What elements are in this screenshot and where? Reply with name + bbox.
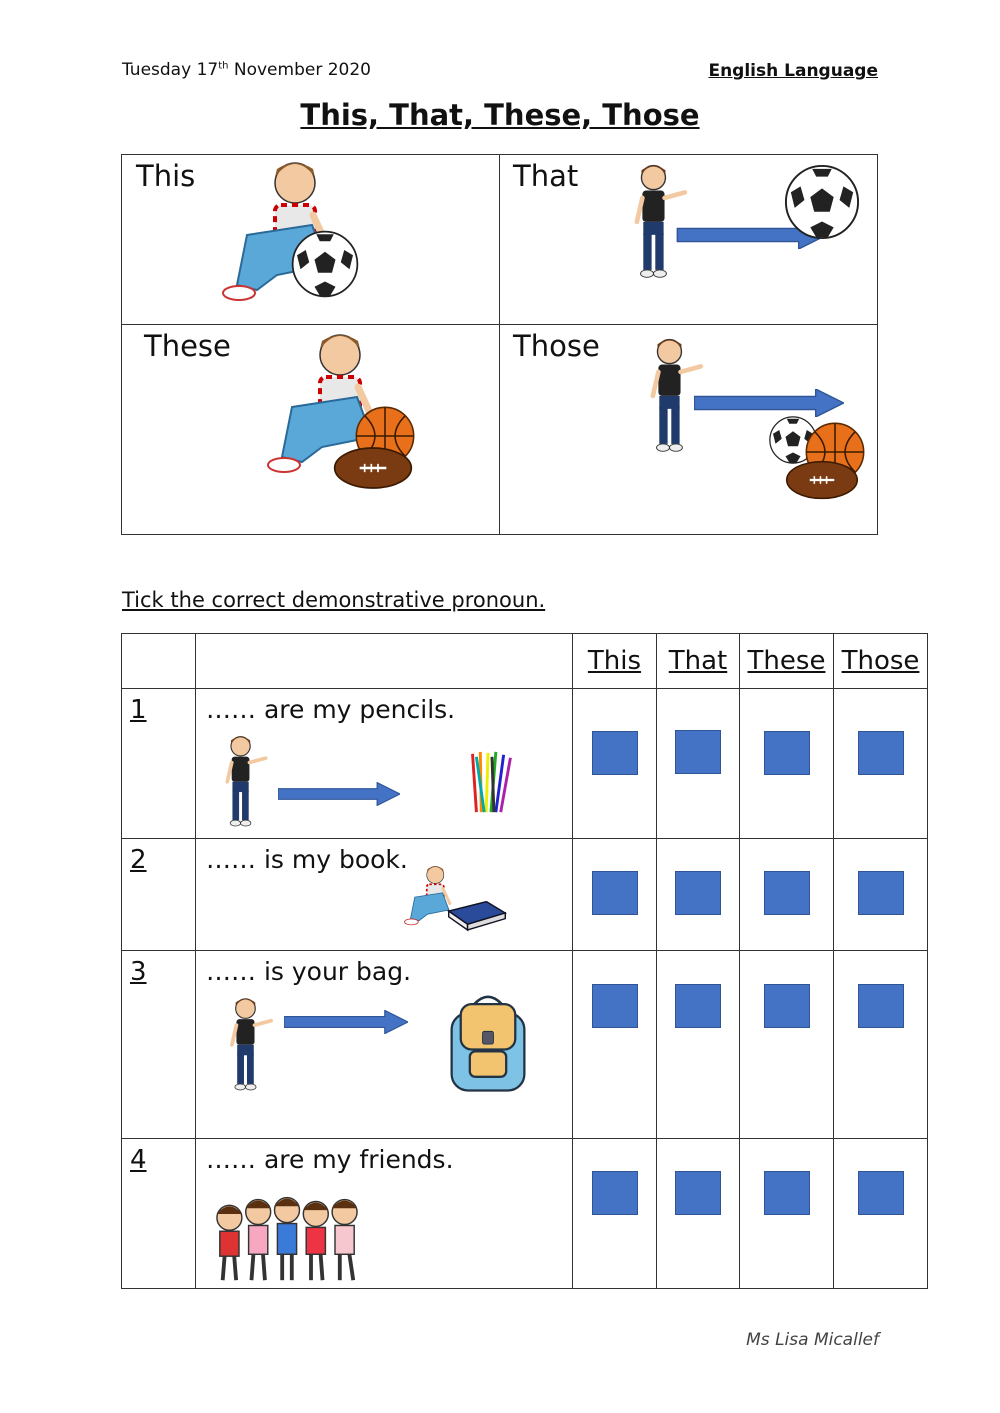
tickbox-this[interactable] [592,871,638,915]
subject-label: English Language [708,61,878,81]
table-row [122,1139,928,1289]
american-football-icon [780,457,864,503]
sentence-cell [196,951,573,1139]
table-row [122,689,928,839]
pencils-icon [466,749,516,817]
row-number: 2 [122,839,196,951]
example-those [500,325,877,534]
tickbox-that[interactable] [675,730,721,774]
exercise-table [121,633,928,1289]
tickbox-those[interactable] [858,871,904,915]
tickbox-those[interactable] [858,731,904,775]
sentence-cell [196,689,573,839]
date: Tuesday 17th November 2020 [122,60,371,80]
header-row [122,634,928,689]
table-row [122,951,928,1139]
boy-pointing-icon [224,995,276,1093]
example-label: That [513,159,579,193]
page-title: This, That, These, Those [300,98,700,132]
sentence: …… is my book. [206,845,408,874]
tick-cell-this [573,839,657,951]
tick-cell-these [740,951,834,1139]
tick-cell-this [573,1139,657,1289]
tickbox-these[interactable] [764,1171,810,1215]
row-number: 3 [122,951,196,1139]
arrow-icon [694,389,844,417]
row-number: 1 [122,689,196,839]
tick-cell-these [740,839,834,951]
tickbox-those[interactable] [858,1171,904,1215]
tickbox-these[interactable] [764,731,810,775]
tick-cell-that [657,689,740,839]
tickbox-that[interactable] [675,871,721,915]
soccer-ball-icon [290,229,360,299]
tick-cell-this [573,689,657,839]
soccer-ball-icon [783,163,861,241]
tick-cell-those [834,951,928,1139]
american-football-icon [328,443,418,493]
sentence-cell [196,839,573,951]
col-header-those: Those [834,634,928,689]
sentence: …… is your bag. [206,957,412,986]
col-header-that: That [657,634,740,689]
col-header-this: This [573,634,657,689]
tickbox-that[interactable] [675,1171,721,1215]
signature: Ms Lisa Micallef [746,1330,879,1350]
tick-cell-those [834,839,928,951]
tick-cell-those [834,1139,928,1289]
arrow-icon [278,782,400,806]
row-number: 4 [122,1139,196,1289]
example-label: Those [513,329,600,363]
tickbox-that[interactable] [675,984,721,1028]
arrow-icon [284,1010,408,1034]
tick-cell-that [657,951,740,1139]
tickbox-these[interactable] [764,984,810,1028]
tickbox-this[interactable] [592,731,638,775]
boy-pointing-icon [220,733,270,829]
example-label: This [136,159,196,193]
example-that [500,155,877,325]
sentence-cell [196,1139,573,1289]
tickbox-this[interactable] [592,984,638,1028]
tick-cell-this [573,951,657,1139]
friends-icon [202,1189,372,1285]
example-these [122,325,500,534]
header-sentence-cell [196,634,573,689]
example-label: These [144,329,231,363]
sentence: …… are my friends. [206,1145,454,1174]
tickbox-this[interactable] [592,1171,638,1215]
tick-cell-these [740,1139,834,1289]
tick-cell-that [657,839,740,951]
tickbox-these[interactable] [764,871,810,915]
sentence: …… are my pencils. [206,695,456,724]
tick-cell-these [740,689,834,839]
backpack-icon [436,995,540,1095]
table-row [122,839,928,951]
example-grid [121,154,878,535]
tick-cell-that [657,1139,740,1289]
col-header-these: These [740,634,834,689]
example-this [122,155,500,325]
tick-cell-those [834,689,928,839]
instruction: Tick the correct demonstrative pronoun. [122,588,546,612]
header-num-cell [122,634,196,689]
book-icon [444,893,510,933]
tickbox-those[interactable] [858,984,904,1028]
